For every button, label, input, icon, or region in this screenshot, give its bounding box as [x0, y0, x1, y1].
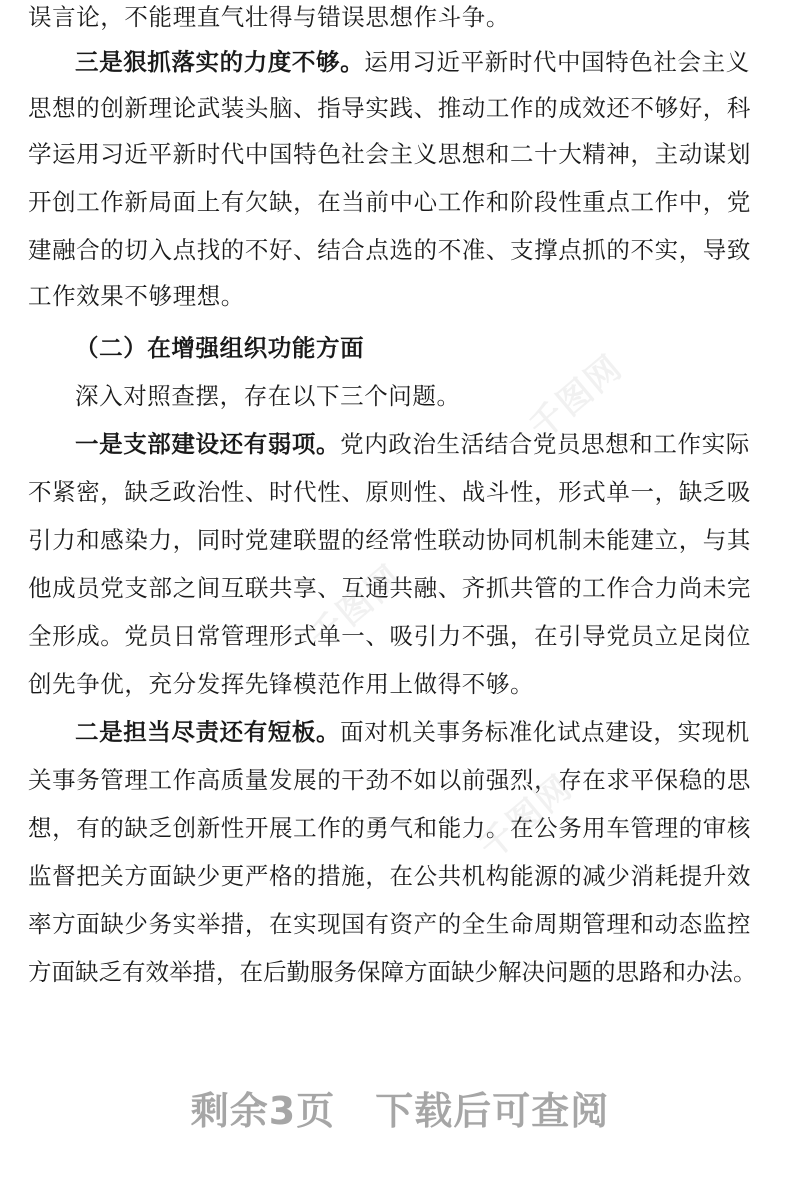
text-line: 深入对照查摆，存在以下三个问题。: [75, 382, 461, 410]
text-line: 关事务管理工作高质量发展的干劲不如以前强烈，存在求平保稳的思: [28, 766, 751, 794]
text-line: 方面缺乏有效举措，在后勤服务保障方面缺少解决问题的思路和办法。: [28, 958, 757, 986]
text-line: 工作效果不够理想。: [28, 282, 245, 310]
text-line: 误言论，不能理直气壮得与错误思想作斗争。: [28, 3, 510, 31]
text-line-heading: 三是狠抓落实的力度不够。运用习近平新时代中国特色社会主义: [75, 48, 750, 76]
point-heading: 一是支部建设还有弱项。: [75, 430, 341, 458]
text-line: 监督把关方面缺少更严格的措施，在公共机构能源的减少消耗提升效: [28, 862, 751, 890]
text-line: 建融合的切入点找的不好、结合点选的不准、支撑点抓的不实，导致: [28, 236, 751, 264]
text-line: 想，有的缺乏创新性开展工作的勇气和能力。在公务用车管理的审核: [28, 814, 751, 842]
text-line-heading: 二是担当尽责还有短板。面对机关事务标准化试点建设，实现机: [75, 718, 750, 746]
text-line: 学运用习近平新时代中国特色社会主义思想和二十大精神，主动谋划: [28, 140, 751, 168]
text-line: 他成员党支部之间互联共享、互通共融、齐抓共管的工作合力尚未完: [28, 574, 751, 602]
text-line: 全形成。党员日常管理形式单一、吸引力不强，在引导党员立足岗位: [28, 622, 751, 650]
text-line: 率方面缺少务实举措，在实现国有资产的全生命周期管理和动态监控: [28, 910, 751, 938]
download-prompt-text: 下载后可查阅: [375, 1089, 610, 1133]
point-heading: 三是狠抓落实的力度不够。: [75, 48, 365, 76]
text-line-heading: 一是支部建设还有弱项。党内政治生活结合党员思想和工作实际: [75, 430, 750, 458]
text-line: 引力和感染力，同时党建联盟的经常性联动协同机制未能建立，与其: [28, 526, 751, 554]
remaining-pages-text: 剩余3页: [190, 1089, 336, 1133]
section-heading: （二）在增强组织功能方面: [75, 334, 365, 362]
download-banner: [0, 1080, 800, 1136]
watermark: 千图网: [522, 347, 631, 448]
text-line: 创先争优，充分发挥先锋模范作用上做得不够。: [28, 670, 535, 698]
text-line: 开创工作新局面上有欠缺，在当前中心工作和阶段性重点工作中，党: [28, 188, 751, 216]
text-line: 不紧密，缺乏政治性、时代性、原则性、战斗性，形式单一，缺乏吸: [28, 478, 751, 506]
watermark: 千图网: [472, 767, 581, 868]
text-line: 思想的创新理论武装头脑、指导实践、推动工作的成效还不够好，科: [28, 94, 751, 122]
watermark: 千图网: [302, 557, 411, 658]
point-heading: 二是担当尽责还有短板。: [75, 718, 341, 746]
